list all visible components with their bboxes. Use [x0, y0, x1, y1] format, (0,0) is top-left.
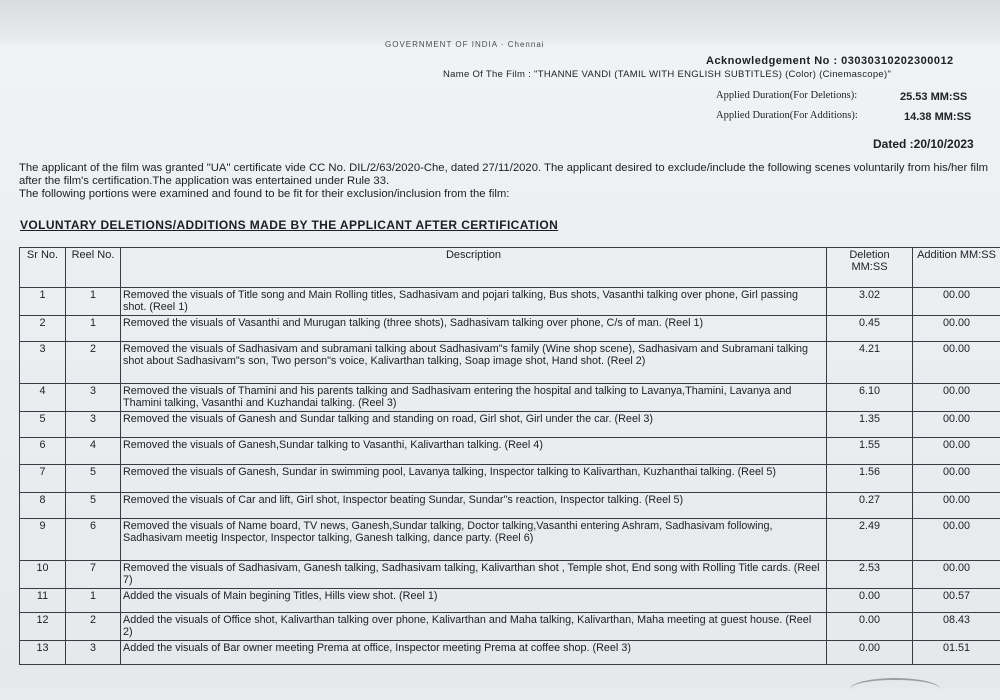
table-row [20, 342, 1000, 384]
deletion-cell: 0.45 [827, 316, 913, 342]
deletion-cell: 1.56 [827, 465, 913, 493]
intro-paragraph [19, 162, 1000, 201]
description-cell: Removed the visuals of Sadhasivam, Ganesh talking, Sadhasivam talking, Kalivarthan shot , Temple shot, End song with Rolling Title cards. (Reel 7) [121, 561, 827, 589]
deletion-cell: 0.00 [827, 641, 913, 665]
addition-cell: 00.00 [913, 493, 1000, 519]
table-row [20, 384, 1000, 412]
intro-line-2: The following portions were examined and found to be fit for their exclusion/inclusion from the film: [19, 188, 1000, 201]
deletion-cell: 4.21 [827, 342, 913, 384]
addition-cell: 00.57 [913, 589, 1000, 613]
reel-cell: 1 [66, 316, 121, 342]
deletion-cell: 2.53 [827, 561, 913, 589]
addition-cell: 00.00 [913, 288, 1000, 316]
deletion-cell: 1.35 [827, 412, 913, 438]
government-header: GOVERNMENT OF INDIA · Chennai [385, 40, 545, 49]
header-description: Description [121, 248, 827, 288]
table-header-row [20, 248, 1000, 288]
sr-cell: 11 [20, 589, 66, 613]
reel-cell: 5 [66, 465, 121, 493]
section-heading: VOLUNTARY DELETIONS/ADDITIONS MADE BY THE APPLICANT AFTER CERTIFICATION [20, 218, 558, 232]
film-name: Name Of The Film : "THANNE VANDI (TAMIL WITH ENGLISH SUBTITLES) (Color) (Cinemascope)" [443, 69, 891, 80]
table-row [20, 613, 1000, 641]
sr-cell: 10 [20, 561, 66, 589]
addition-cell: 00.00 [913, 316, 1000, 342]
description-cell: Removed the visuals of Ganesh,Sundar talking to Vasanthi, Kalivarthan talking. (Reel 4) [121, 438, 827, 465]
reel-cell: 1 [66, 589, 121, 613]
header-sr-no: Sr No. [20, 248, 66, 288]
description-cell: Removed the visuals of Car and lift, Girl shot, Inspector beating Sundar, Sundar"s reaction, Inspector talking. (Reel 5) [121, 493, 827, 519]
deletion-cell: 3.02 [827, 288, 913, 316]
reel-cell: 3 [66, 641, 121, 665]
table-row [20, 561, 1000, 589]
deletions-additions-table [19, 247, 1000, 665]
deletion-cell: 2.49 [827, 519, 913, 561]
reel-cell: 6 [66, 519, 121, 561]
deletion-cell: 6.10 [827, 384, 913, 412]
description-cell: Added the visuals of Office shot, Kalivarthan talking over phone, Kalivarthan and Maha talking, Kalivarthan, Maha meeting at guest house. (Reel 2) [121, 613, 827, 641]
description-cell: Removed the visuals of Sadhasivam and subramani talking about Sadhasivam"s family (Wine shop scene), Sadhasivam and Subramani talking shot about Sadhasivam"s son, Two person"s voice, Kalivarthan talking, Soap image shot, Hand shot. (Reel 2) [121, 342, 827, 384]
table-row [20, 641, 1000, 665]
description-cell: Removed the visuals of Ganesh, Sundar in swimming pool, Lavanya talking, Inspector talking to Kalivarthan, Kuzhanthai talking. (Reel 5) [121, 465, 827, 493]
stamp-mark [850, 678, 940, 700]
table-row [20, 288, 1000, 316]
reel-cell: 7 [66, 561, 121, 589]
sr-cell: 13 [20, 641, 66, 665]
addition-duration-label: Applied Duration(For Additions): [716, 110, 858, 121]
sr-cell: 3 [20, 342, 66, 384]
description-cell: Removed the visuals of Title song and Main Rolling titles, Sadhasivam and pojari talking, Bus shots, Vasanthi talking over phone, Girl passing shot. (Reel 1) [121, 288, 827, 316]
sr-cell: 5 [20, 412, 66, 438]
addition-cell: 00.00 [913, 342, 1000, 384]
deletion-cell: 1.55 [827, 438, 913, 465]
sr-cell: 6 [20, 438, 66, 465]
table-row [20, 438, 1000, 465]
sr-cell: 12 [20, 613, 66, 641]
table-row [20, 493, 1000, 519]
deletion-cell: 0.00 [827, 613, 913, 641]
table-row [20, 589, 1000, 613]
addition-cell: 00.00 [913, 465, 1000, 493]
header-addition: Addition MM:SS [913, 248, 1000, 288]
addition-cell: 00.00 [913, 384, 1000, 412]
sr-cell: 2 [20, 316, 66, 342]
reel-cell: 1 [66, 288, 121, 316]
description-cell: Removed the visuals of Thamini and his parents talking and Sadhasivam entering the hospital and talking to Lavanya,Thamini, Lavanya and Thamini talking, Vasanthi and Kuzhandai talking. (Reel 3) [121, 384, 827, 412]
addition-cell: 00.00 [913, 412, 1000, 438]
addition-cell: 08.43 [913, 613, 1000, 641]
table-row [20, 519, 1000, 561]
table-row [20, 316, 1000, 342]
reel-cell: 2 [66, 613, 121, 641]
reel-cell: 2 [66, 342, 121, 384]
description-cell: Added the visuals of Bar owner meeting Prema at office, Inspector meeting Prema at coffee shop. (Reel 3) [121, 641, 827, 665]
reel-cell: 3 [66, 412, 121, 438]
deletion-cell: 0.27 [827, 493, 913, 519]
reel-cell: 5 [66, 493, 121, 519]
sr-cell: 7 [20, 465, 66, 493]
intro-line-1: The applicant of the film was granted "UA" certificate vide CC No. DIL/2/63/2020-Che, dated 27/11/2020. The applicant desired to exclude/include the following scenes voluntarily from his/her film after the film's certification.The application was entertained under Rule 33. [19, 162, 1000, 188]
table-row [20, 412, 1000, 438]
addition-cell: 00.00 [913, 438, 1000, 465]
table-row [20, 465, 1000, 493]
sr-cell: 1 [20, 288, 66, 316]
header-reel-no: Reel No. [66, 248, 121, 288]
document-date: Dated :20/10/2023 [873, 137, 974, 151]
acknowledgement-number: Acknowledgement No : 03030310202300012 [706, 55, 954, 67]
deletion-cell: 0.00 [827, 589, 913, 613]
sr-cell: 9 [20, 519, 66, 561]
addition-cell: 00.00 [913, 561, 1000, 589]
description-cell: Removed the visuals of Name board, TV news, Ganesh,Sundar talking, Doctor talking,Vasanthi entering Ashram, Sadhasivam following, Sadhasivam meetig Inspector, Inspector talking, Ganesh talking, dance party. (Reel 6) [121, 519, 827, 561]
addition-cell: 01.51 [913, 641, 1000, 665]
description-cell: Removed the visuals of Ganesh and Sundar talking and standing on road, Girl shot, Girl under the car. (Reel 3) [121, 412, 827, 438]
reel-cell: 4 [66, 438, 121, 465]
addition-cell: 00.00 [913, 519, 1000, 561]
header-deletion: Deletion MM:SS [827, 248, 913, 288]
sr-cell: 4 [20, 384, 66, 412]
reel-cell: 3 [66, 384, 121, 412]
deletion-duration-label: Applied Duration(For Deletions): [716, 90, 857, 101]
description-cell: Removed the visuals of Vasanthi and Murugan talking (three shots), Sadhasivam talking over phone, C/s of man. (Reel 1) [121, 316, 827, 342]
sr-cell: 8 [20, 493, 66, 519]
description-cell: Added the visuals of Main begining Titles, Hills view shot. (Reel 1) [121, 589, 827, 613]
deletion-duration-value: 25.53 MM:SS [900, 91, 967, 103]
addition-duration-value: 14.38 MM:SS [904, 111, 971, 123]
